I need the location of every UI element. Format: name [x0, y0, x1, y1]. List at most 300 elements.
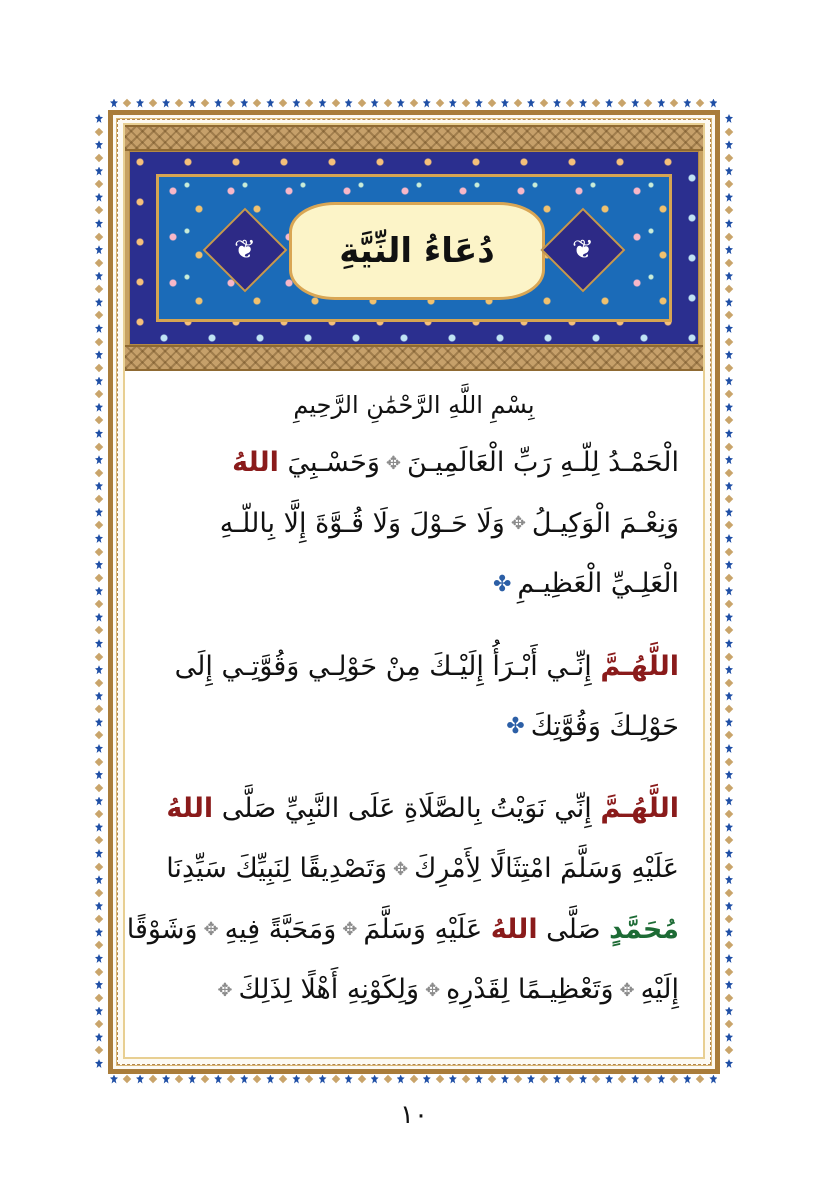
fleur-ornament-icon — [95, 1033, 103, 1042]
diamond-ornament-icon — [201, 99, 209, 107]
diamond-ornament-icon — [95, 311, 103, 319]
fleur-ornament-icon — [319, 1075, 327, 1084]
fleur-ornament-icon — [345, 99, 353, 108]
diamond-ornament-icon — [725, 259, 733, 267]
fleur-ornament-icon — [95, 560, 103, 569]
fleur-ornament-icon — [725, 114, 733, 123]
diamond-ornament-icon — [253, 99, 261, 107]
prophet-name: مُحَمَّدٍ — [609, 913, 679, 945]
fleur-ornament-icon — [95, 219, 103, 228]
diamond-ornament-icon — [383, 1075, 391, 1083]
verse-separator-icon: ✥ — [619, 979, 635, 1001]
diamond-ornament-icon — [357, 99, 365, 107]
fleur-ornament-icon — [266, 99, 274, 108]
diamond-ornament-icon — [725, 232, 733, 240]
text-segment: وَمَحَبَّةً فِيهِ — [224, 913, 337, 945]
text-segment: إِنِّي نَوَيْتُ بِالصَّلَاةِ عَلَى النَّبِيِّ صَلَّى — [213, 793, 601, 824]
ornament-column-left — [92, 114, 106, 1068]
fleur-ornament-icon — [95, 902, 103, 911]
text-segment: وَلِكَوْنِهِ أَهْلًا لِذَلِكَ — [238, 974, 419, 1005]
diamond-ornament-icon — [725, 574, 733, 582]
fleur-ornament-icon — [371, 1075, 379, 1084]
diamond-ornament-icon — [123, 99, 131, 107]
fleur-ornament-icon — [345, 1075, 353, 1084]
divine-name: اللَّهُـمَّ — [600, 793, 679, 824]
fleur-ornament-icon — [292, 99, 300, 108]
diamond-ornament-icon — [725, 127, 733, 135]
fleur-ornament-icon — [95, 613, 103, 622]
divine-name: اللهُ — [166, 793, 214, 824]
diamond-ornament-icon — [95, 967, 103, 975]
diamond-ornament-icon — [725, 705, 733, 713]
diamond-ornament-icon — [95, 915, 103, 923]
fleur-ornament-icon — [725, 350, 733, 359]
fleur-ornament-icon — [214, 99, 222, 108]
title-cartouche — [289, 202, 545, 300]
diamond-ornament-icon — [95, 626, 103, 634]
diamond-ornament-icon — [95, 994, 103, 1002]
diamond-ornament-icon — [95, 521, 103, 529]
fleur-ornament-icon — [95, 744, 103, 753]
fleur-ornament-icon — [725, 140, 733, 149]
fleur-ornament-icon — [240, 1075, 248, 1084]
diamond-ornament-icon — [725, 810, 733, 818]
diamond-ornament-icon — [725, 311, 733, 319]
diamond-ornament-icon — [725, 337, 733, 345]
fleur-ornament-icon — [579, 99, 587, 108]
fleur-ornament-icon — [725, 1007, 733, 1016]
diamond-ornament-icon — [566, 99, 574, 107]
text-segment: وَلَا حَـوْلَ وَلَا قُـوَّةَ إِلَّا بِاللّـهِ — [219, 507, 505, 539]
fleur-ornament-icon — [95, 403, 103, 412]
fleur-ornament-icon — [657, 1075, 665, 1084]
braid-band-top — [125, 125, 703, 151]
fleur-ornament-icon — [95, 718, 103, 727]
diamond-ornament-icon — [725, 364, 733, 372]
fleur-ornament-icon — [95, 455, 103, 464]
fleur-ornament-icon — [725, 875, 733, 884]
diamond-ornament-icon — [95, 862, 103, 870]
fleur-ornament-icon — [95, 665, 103, 674]
diamond-ornament-icon — [331, 1075, 339, 1083]
fleur-ornament-icon — [162, 1075, 170, 1084]
fleur-ornament-icon — [725, 403, 733, 412]
ornament-row-bottom — [110, 1072, 718, 1086]
diamond-ornament-icon — [725, 495, 733, 503]
diamond-ornament-icon — [95, 810, 103, 818]
diamond-ornament-icon — [725, 416, 733, 424]
diamond-ornament-icon — [175, 1075, 183, 1083]
diamond-ornament-icon — [227, 1075, 235, 1083]
fleur-ornament-icon — [214, 1075, 222, 1084]
fleur-ornament-icon — [95, 429, 103, 438]
fleur-ornament-icon — [95, 508, 103, 517]
page-frame — [108, 110, 720, 1074]
fleur-ornament-icon — [725, 193, 733, 202]
page-title: دُعَاءُ النِّيَّةِ — [339, 231, 495, 271]
fleur-ornament-icon — [527, 99, 535, 108]
fleur-ornament-icon — [95, 954, 103, 963]
fleur-ornament-icon — [501, 1075, 509, 1084]
diamond-ornament-icon — [592, 1075, 600, 1083]
fleur-ornament-icon — [725, 377, 733, 386]
diamond-ornament-icon — [279, 1075, 287, 1083]
diamond-ornament-icon — [540, 99, 548, 107]
diamond-ornament-icon — [95, 364, 103, 372]
text-line — [149, 839, 679, 900]
fleur-ornament-icon — [475, 1075, 483, 1084]
fleur-ornament-icon — [725, 219, 733, 228]
diamond-ornament-icon — [357, 1075, 365, 1083]
diamond-ornament-icon — [331, 99, 339, 107]
fleur-ornament-icon — [95, 797, 103, 806]
fleur-ornament-icon — [95, 875, 103, 884]
diamond-ornament-icon — [725, 547, 733, 555]
fleur-ornament-icon — [605, 99, 613, 108]
fleur-ornament-icon — [725, 482, 733, 491]
text-segment: إِلَيْهِ — [640, 974, 679, 1005]
diamond-ornament-icon — [95, 469, 103, 477]
fleur-ornament-icon — [725, 902, 733, 911]
diamond-ornament-icon — [725, 442, 733, 450]
diamond-ornament-icon — [436, 1075, 444, 1083]
diamond-ornament-icon — [95, 941, 103, 949]
arabesque-medallion-right-icon: ❦ — [541, 208, 626, 293]
text-line — [149, 433, 679, 494]
braid-band-bottom — [125, 345, 703, 371]
fleur-ornament-icon — [725, 665, 733, 674]
fleur-ornament-icon — [725, 508, 733, 517]
diamond-ornament-icon — [696, 99, 704, 107]
fleur-ornament-icon — [725, 272, 733, 281]
diamond-ornament-icon — [725, 994, 733, 1002]
diamond-ornament-icon — [305, 99, 313, 107]
fleur-ornament-icon — [709, 1075, 717, 1084]
text-line — [149, 697, 679, 758]
diamond-ornament-icon — [462, 1075, 470, 1083]
diamond-ornament-icon — [95, 574, 103, 582]
diamond-ornament-icon — [95, 232, 103, 240]
diamond-ornament-icon — [279, 99, 287, 107]
prayer-paragraph — [126, 779, 679, 1021]
fleur-ornament-icon — [266, 1075, 274, 1084]
diamond-ornament-icon — [566, 1075, 574, 1083]
page-number: ١٠ — [400, 1100, 428, 1130]
fleur-ornament-icon — [725, 587, 733, 596]
diamond-ornament-icon — [725, 679, 733, 687]
ornament-row-top — [110, 96, 718, 110]
fleur-ornament-icon — [188, 1075, 196, 1084]
fleur-ornament-icon — [95, 1059, 103, 1068]
diamond-ornament-icon — [725, 862, 733, 870]
verse-separator-icon: ✥ — [510, 513, 526, 534]
fleur-ornament-icon — [95, 272, 103, 281]
diamond-ornament-icon — [409, 1075, 417, 1083]
fleur-ornament-icon — [95, 140, 103, 149]
fleur-ornament-icon — [95, 692, 103, 701]
diamond-ornament-icon — [514, 1075, 522, 1083]
page-body — [123, 123, 705, 1059]
text-segment: عَلَيْهِ وَسَلَّمَ امْتِثَالًا لِأَمْرِكَ — [414, 853, 679, 884]
paragraphs — [126, 433, 679, 1021]
fleur-ornament-icon — [725, 1059, 733, 1068]
fleur-ornament-icon — [95, 167, 103, 176]
diamond-ornament-icon — [95, 259, 103, 267]
fleur-ornament-icon — [725, 797, 733, 806]
diamond-ornament-icon — [253, 1075, 261, 1083]
fleur-ornament-icon — [725, 692, 733, 701]
diamond-ornament-icon — [95, 652, 103, 660]
text-line — [149, 779, 679, 839]
fleur-ornament-icon — [725, 167, 733, 176]
diamond-ornament-icon — [175, 99, 183, 107]
fleur-ornament-icon — [725, 928, 733, 937]
text-line — [149, 554, 679, 615]
diamond-ornament-icon — [95, 390, 103, 398]
fleur-ornament-icon — [423, 1075, 431, 1084]
fleur-ornament-icon — [95, 324, 103, 333]
prayer-paragraph — [149, 637, 679, 758]
fleur-ornament-icon — [683, 99, 691, 108]
fleur-ornament-icon — [725, 639, 733, 648]
fleur-ornament-icon — [95, 980, 103, 989]
fleur-ornament-icon — [725, 245, 733, 254]
diamond-ornament-icon — [644, 1075, 652, 1083]
diamond-ornament-icon — [95, 679, 103, 687]
fleur-ornament-icon — [725, 560, 733, 569]
diamond-ornament-icon — [725, 180, 733, 188]
fleur-ornament-icon — [631, 99, 639, 108]
fleur-ornament-icon — [110, 1075, 118, 1084]
diamond-ornament-icon — [95, 495, 103, 503]
diamond-ornament-icon — [725, 757, 733, 765]
diamond-ornament-icon — [725, 626, 733, 634]
fleur-ornament-icon — [95, 823, 103, 832]
fleur-ornament-icon — [725, 954, 733, 963]
fleur-ornament-icon — [319, 99, 327, 108]
fleur-ornament-icon — [136, 99, 144, 108]
diamond-ornament-icon — [725, 469, 733, 477]
diamond-ornament-icon — [149, 99, 157, 107]
fleur-ornament-icon — [725, 298, 733, 307]
diamond-ornament-icon — [95, 836, 103, 844]
fleur-ornament-icon — [631, 1075, 639, 1084]
fleur-ornament-icon — [475, 99, 483, 108]
fleur-ornament-icon — [95, 639, 103, 648]
diamond-ornament-icon — [227, 99, 235, 107]
diamond-ornament-icon — [95, 127, 103, 135]
diamond-ornament-icon — [618, 99, 626, 107]
fleur-ornament-icon — [725, 980, 733, 989]
diamond-ornament-icon — [696, 1075, 704, 1083]
diamond-ornament-icon — [725, 521, 733, 529]
fleur-ornament-icon — [709, 99, 717, 108]
diamond-ornament-icon — [725, 889, 733, 897]
diamond-ornament-icon — [95, 180, 103, 188]
diamond-ornament-icon — [514, 99, 522, 107]
diamond-ornament-icon — [725, 206, 733, 214]
fleur-ornament-icon — [188, 99, 196, 108]
text-line — [149, 494, 679, 555]
fleur-ornament-icon — [725, 613, 733, 622]
prayer-text — [126, 387, 679, 1043]
fleur-ornament-icon — [725, 823, 733, 832]
fleur-ornament-icon — [657, 99, 665, 108]
text-segment: وَشَوْقًا — [126, 913, 198, 945]
fleur-ornament-icon — [725, 429, 733, 438]
diamond-ornament-icon — [383, 99, 391, 107]
text-segment: حَوْلِـكَ وَقُوَّتِكَ — [530, 710, 679, 742]
fleur-ornament-icon — [527, 1075, 535, 1084]
diamond-ornament-icon — [725, 967, 733, 975]
diamond-ornament-icon — [725, 154, 733, 162]
text-segment: صَلَّى — [537, 913, 610, 945]
diamond-ornament-icon — [436, 99, 444, 107]
paragraph-end-ornament-icon: ✤ — [492, 571, 512, 597]
fleur-ornament-icon — [501, 99, 509, 108]
diamond-ornament-icon — [725, 941, 733, 949]
fleur-ornament-icon — [136, 1075, 144, 1084]
diamond-ornament-icon — [488, 99, 496, 107]
fleur-ornament-icon — [95, 928, 103, 937]
fleur-ornament-icon — [725, 718, 733, 727]
diamond-ornament-icon — [725, 600, 733, 608]
text-line — [126, 900, 679, 961]
fleur-ornament-icon — [449, 99, 457, 108]
fleur-ornament-icon — [95, 245, 103, 254]
diamond-ornament-icon — [725, 1046, 733, 1054]
diamond-ornament-icon — [95, 206, 103, 214]
fleur-ornament-icon — [95, 534, 103, 543]
fleur-ornament-icon — [449, 1075, 457, 1084]
diamond-ornament-icon — [149, 1075, 157, 1083]
fleur-ornament-icon — [605, 1075, 613, 1084]
fleur-ornament-icon — [683, 1075, 691, 1084]
fleur-ornament-icon — [95, 587, 103, 596]
diamond-ornament-icon — [592, 99, 600, 107]
fleur-ornament-icon — [423, 99, 431, 108]
floral-outer-panel — [129, 151, 699, 345]
diamond-ornament-icon — [305, 1075, 313, 1083]
fleur-ornament-icon — [95, 298, 103, 307]
fleur-ornament-icon — [95, 114, 103, 123]
diamond-ornament-icon — [95, 705, 103, 713]
diamond-ornament-icon — [95, 337, 103, 345]
text-segment: وَتَعْظِيـمًا لِقَدْرِهِ — [446, 974, 614, 1005]
verse-separator-icon: ✥ — [203, 919, 219, 940]
text-segment: وَتَصْدِيقًا لِنَبِيِّكَ سَيِّدِنَا — [166, 853, 388, 884]
fleur-ornament-icon — [95, 1007, 103, 1016]
text-line — [149, 960, 679, 1021]
diamond-ornament-icon — [462, 99, 470, 107]
text-segment: الْحَمْـدُ لِلّـهِ رَبِّ الْعَالَمِيـنَ — [406, 447, 679, 478]
fleur-ornament-icon — [725, 534, 733, 543]
fleur-ornament-icon — [725, 744, 733, 753]
verse-separator-icon: ✥ — [393, 858, 409, 880]
fleur-ornament-icon — [397, 1075, 405, 1084]
diamond-ornament-icon — [670, 1075, 678, 1083]
divine-name: اللهُ — [490, 913, 538, 945]
diamond-ornament-icon — [725, 836, 733, 844]
fleur-ornament-icon — [579, 1075, 587, 1084]
fleur-ornament-icon — [553, 1075, 561, 1084]
divine-name: اللهُ — [232, 447, 279, 478]
prayer-paragraph — [149, 433, 679, 615]
text-segment: إِنِّـي أَبْـرَأُ إِلَيْـكَ مِنْ حَوْلِـي وَقُوَّتِـي إِلَى — [174, 650, 601, 682]
diamond-ornament-icon — [201, 1075, 209, 1083]
diamond-ornament-icon — [644, 99, 652, 107]
diamond-ornament-icon — [95, 285, 103, 293]
diamond-ornament-icon — [725, 390, 733, 398]
fleur-ornament-icon — [95, 350, 103, 359]
diamond-ornament-icon — [95, 416, 103, 424]
fleur-ornament-icon — [725, 324, 733, 333]
fleur-ornament-icon — [725, 455, 733, 464]
fleur-ornament-icon — [95, 377, 103, 386]
diamond-ornament-icon — [725, 915, 733, 923]
fleur-ornament-icon — [240, 99, 248, 108]
diamond-ornament-icon — [95, 731, 103, 739]
fleur-ornament-icon — [110, 99, 118, 108]
ornament-column-right — [722, 114, 736, 1068]
diamond-ornament-icon — [95, 1046, 103, 1054]
fleur-ornament-icon — [95, 482, 103, 491]
diamond-ornament-icon — [95, 442, 103, 450]
fleur-ornament-icon — [95, 193, 103, 202]
diamond-ornament-icon — [409, 99, 417, 107]
verse-separator-icon: ✥ — [342, 919, 358, 940]
diamond-ornament-icon — [95, 547, 103, 555]
text-segment: الْعَلِـيِّ الْعَظِيـمِ — [517, 568, 679, 599]
diamond-ornament-icon — [725, 731, 733, 739]
diamond-ornament-icon — [95, 784, 103, 792]
text-segment: وَنِعْـمَ الْوَكِيـلُ — [531, 507, 679, 539]
basmala: بِسْمِ اللَّهِ الرَّحْمَٰنِ الرَّحِيمِ — [293, 391, 535, 419]
diamond-ornament-icon — [95, 757, 103, 765]
verse-separator-icon: ✥ — [425, 979, 441, 1001]
diamond-ornament-icon — [618, 1075, 626, 1083]
fleur-ornament-icon — [162, 99, 170, 108]
fleur-ornament-icon — [292, 1075, 300, 1084]
arabesque-medallion-left-icon: ❦ — [203, 208, 288, 293]
illuminated-header — [125, 125, 703, 371]
fleur-ornament-icon — [397, 99, 405, 108]
fleur-ornament-icon — [95, 770, 103, 779]
diamond-ornament-icon — [95, 154, 103, 162]
verse-separator-icon: ✥ — [385, 452, 401, 474]
diamond-ornament-icon — [95, 1020, 103, 1028]
fleur-ornament-icon — [371, 99, 379, 108]
diamond-ornament-icon — [540, 1075, 548, 1083]
text-line — [149, 637, 679, 697]
fleur-ornament-icon — [725, 1033, 733, 1042]
diamond-ornament-icon — [95, 600, 103, 608]
text-segment: وَحَسْـبِيَ — [278, 447, 380, 478]
fleur-ornament-icon — [553, 99, 561, 108]
divine-name: اللَّهُـمَّ — [600, 650, 679, 682]
verse-separator-icon: ✥ — [217, 979, 233, 1001]
diamond-ornament-icon — [670, 99, 678, 107]
diamond-ornament-icon — [123, 1075, 131, 1083]
diamond-ornament-icon — [725, 285, 733, 293]
fleur-ornament-icon — [725, 849, 733, 858]
diamond-ornament-icon — [95, 889, 103, 897]
floral-inner-panel — [156, 174, 672, 322]
text-segment: عَلَيْهِ وَسَلَّمَ — [363, 913, 491, 945]
fleur-ornament-icon — [95, 849, 103, 858]
paragraph-end-ornament-icon: ✤ — [506, 714, 525, 739]
diamond-ornament-icon — [725, 1020, 733, 1028]
